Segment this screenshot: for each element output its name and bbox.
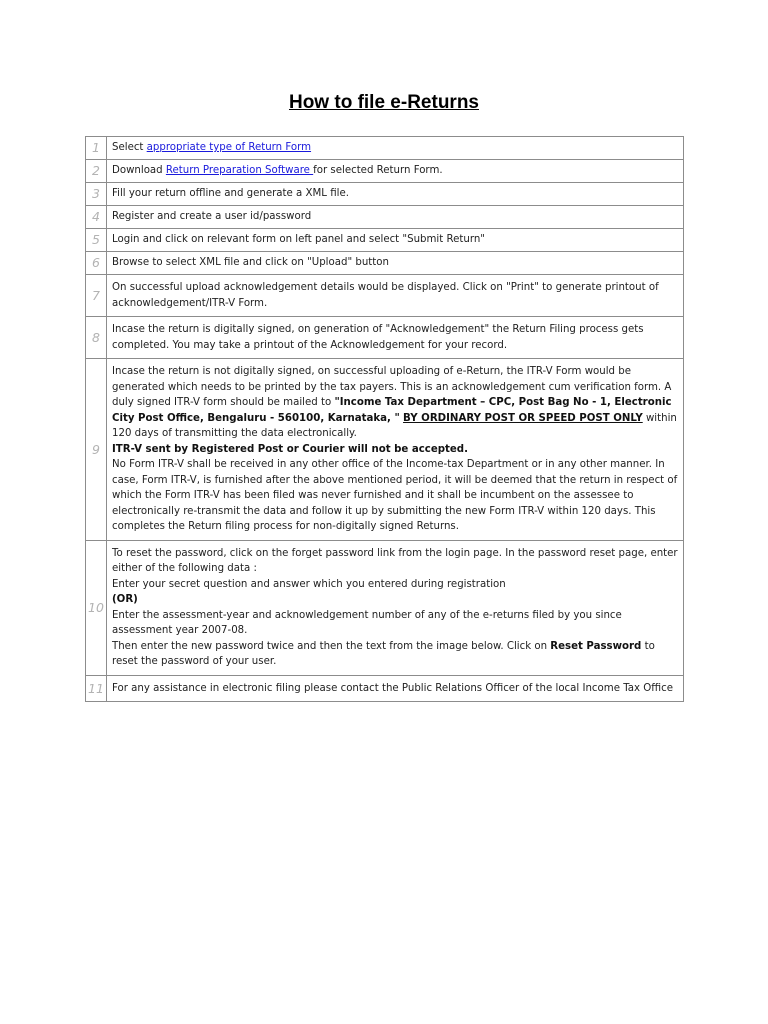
step-text: Browse to select XML file and click on "Upload" button xyxy=(107,252,684,275)
step-text: For any assistance in electronic filing please contact the Public Relations Officer of the local Income Tax Office xyxy=(107,675,684,702)
step-text xyxy=(107,160,684,183)
step-text xyxy=(107,359,684,541)
step-text-suffix: for selected Return Form. xyxy=(313,165,443,177)
step-row-6 xyxy=(86,252,684,275)
itrv-intro: Incase the return is not digitally signed, on successful uploading of e-Return, the ITR-V Form would be generated which needs to be printed by the tax payers. This is an acknowledgement cum verification form. A duly signed ITR-V form should be mailed to xyxy=(112,366,672,408)
step-text-prefix: Select xyxy=(112,142,147,154)
step-row-10 xyxy=(86,540,684,675)
step-row-11 xyxy=(86,675,684,702)
itrv-deadline: within 120 days of transmitting the data electronically. xyxy=(112,412,677,439)
step-text-prefix: Download xyxy=(112,165,166,177)
step-number: 6 xyxy=(86,252,107,275)
step-number: 10 xyxy=(86,540,107,675)
reset-option-acknowledgement: Enter the assessment-year and acknowledgement number of any of the e-returns filed by you since assessment year 2007-08. xyxy=(112,609,622,636)
step-number: 4 xyxy=(86,206,107,229)
step-text: On successful upload acknowledgement details would be displayed. Click on "Print" to generate printout of acknowledgement/ITR-V Form. xyxy=(107,275,684,317)
cpc-address: "Income Tax Department – CPC, Post Bag No - 1, Electronic City Post Office, Bengaluru - 560100, Karnataka, " xyxy=(112,397,672,424)
itrv-closing: No Form ITR-V shall be received in any other office of the Income-tax Department or in any other manner. In case, Form ITR-V, is furnished after the above mentioned period, it will be deemed that the return in respect of which the Form ITR-V has been filed was never furnished and it shall be incumbent on the assessee to electronically re-transmit the data and follow it up by submitting the new Form ITR-V within 120 days. This completes the Return filing process for non-digitally signed Returns. xyxy=(112,459,678,532)
step-text: Login and click on relevant form on left panel and select "Submit Return" xyxy=(107,229,684,252)
step-number: 1 xyxy=(86,137,107,160)
step-number: 2 xyxy=(86,160,107,183)
step-number: 3 xyxy=(86,183,107,206)
step-number: 9 xyxy=(86,359,107,541)
return-preparation-software-link[interactable]: Return Preparation Software xyxy=(165,165,314,177)
step-row-8 xyxy=(86,317,684,359)
post-mode: BY ORDINARY POST OR SPEED POST ONLY xyxy=(403,412,643,424)
step-row-4 xyxy=(86,206,684,229)
steps-table xyxy=(85,136,684,702)
step-row-5 xyxy=(86,229,684,252)
step-number: 8 xyxy=(86,317,107,359)
step-row-2 xyxy=(86,160,684,183)
or-separator: (OR) xyxy=(112,594,138,605)
step-text xyxy=(107,137,684,160)
reset-then: Then enter the new password twice and then the text from the image below. Click on xyxy=(112,640,551,652)
return-form-type-link[interactable]: appropriate type of Return Form xyxy=(146,142,312,154)
step-row-1 xyxy=(86,137,684,160)
step-text xyxy=(107,540,684,675)
step-row-3 xyxy=(86,183,684,206)
reset-password-label: Reset Password xyxy=(550,640,642,652)
step-number: 11 xyxy=(86,675,107,702)
step-text: Register and create a user id/password xyxy=(107,206,684,229)
reset-option-secret-question: Enter your secret question and answer which you entered during registration xyxy=(112,578,506,590)
not-accepted-notice: ITR-V sent by Registered Post or Courier will not be accepted. xyxy=(112,443,468,455)
reset-intro: To reset the password, click on the forget password link from the login page. In the password reset page, enter either of the following data : xyxy=(112,547,678,574)
reset-end: to reset the password of your user. xyxy=(112,640,655,667)
page-title: How to file e-Returns xyxy=(288,92,479,113)
step-row-7 xyxy=(86,275,684,317)
step-number: 5 xyxy=(86,229,107,252)
step-row-9 xyxy=(86,359,684,541)
step-text: Fill your return offline and generate a XML file. xyxy=(107,183,684,206)
step-text: Incase the return is digitally signed, on generation of "Acknowledgement" the Return Filing process gets completed. You may take a printout of the Acknowledgement for your record. xyxy=(107,317,684,359)
step-number: 7 xyxy=(86,275,107,317)
